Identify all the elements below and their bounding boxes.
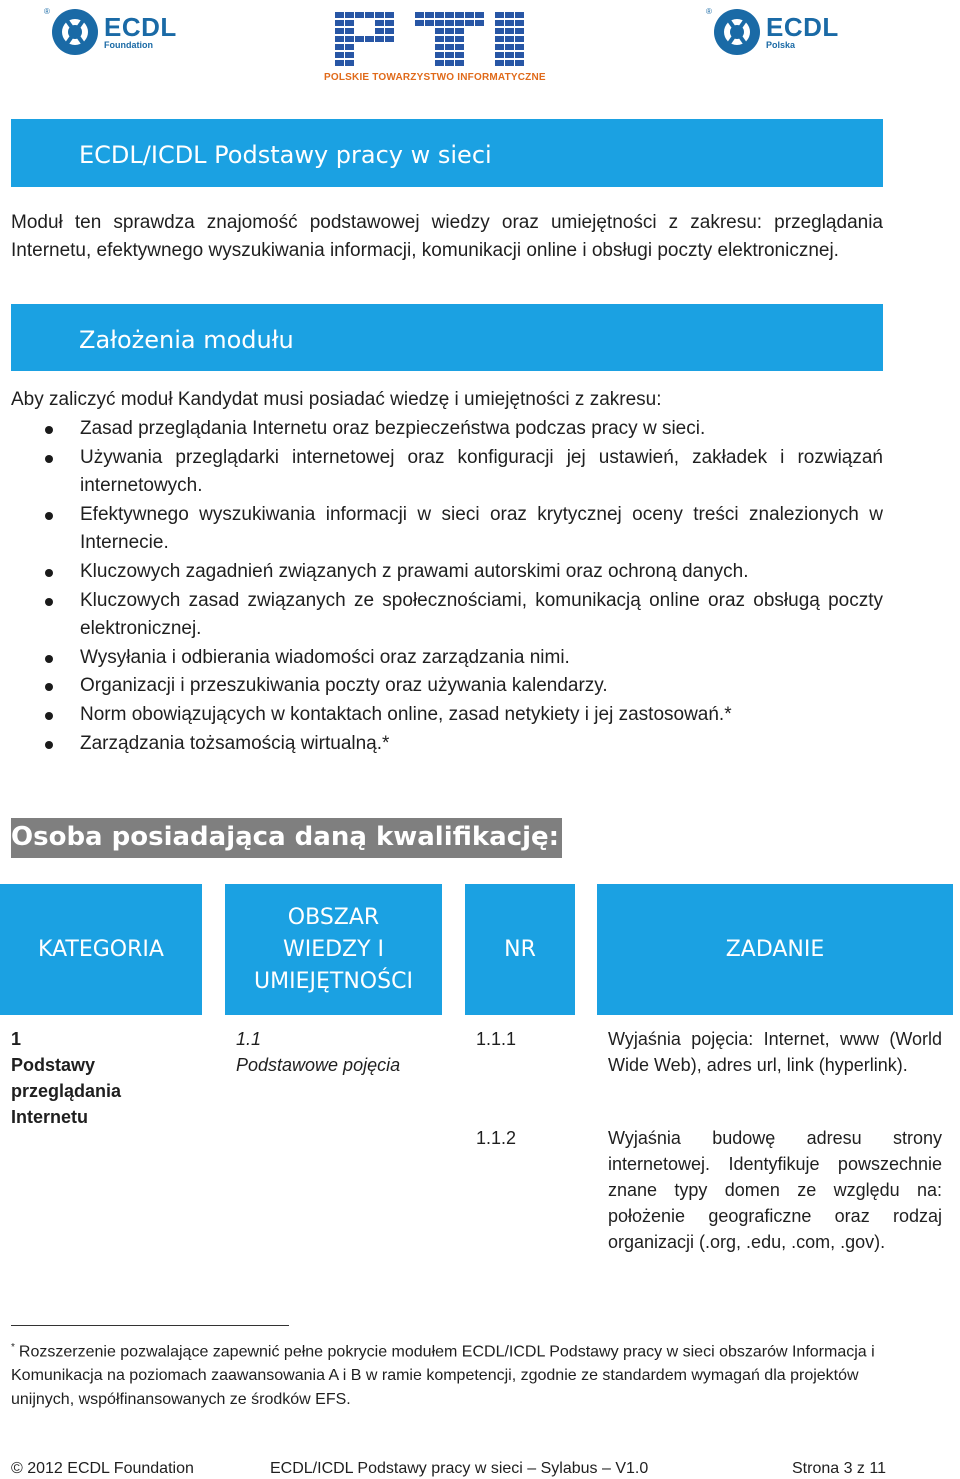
pti-mosaic-block bbox=[415, 44, 424, 50]
pti-mosaic-block bbox=[465, 28, 474, 34]
list-item: Organizacji i przeszukiwania poczty oraz używania kalendarzy. bbox=[11, 672, 883, 701]
pti-mosaic-block bbox=[525, 60, 534, 66]
pti-mosaic-block bbox=[435, 60, 444, 66]
pti-mosaic-block bbox=[365, 12, 374, 18]
pti-mosaic-block bbox=[465, 60, 474, 66]
pti-mosaic-block bbox=[495, 60, 504, 66]
pti-mosaic-block bbox=[475, 28, 484, 34]
pti-mosaic-block bbox=[505, 12, 514, 18]
pti-mosaic-block bbox=[395, 28, 404, 34]
logo-subtitle: Polska bbox=[766, 40, 796, 50]
pti-mosaic-block bbox=[405, 60, 414, 66]
bullet-icon bbox=[45, 598, 53, 606]
pti-mosaic-block bbox=[455, 20, 464, 26]
task-number: 1.1.2 bbox=[476, 1128, 517, 1148]
pti-mosaic-block bbox=[345, 12, 354, 18]
pti-mosaic-block bbox=[495, 20, 504, 26]
pti-mosaic-block bbox=[405, 36, 414, 42]
pti-mosaic-block bbox=[485, 36, 494, 42]
pti-mosaic-block bbox=[375, 52, 384, 58]
footer-copyright: © 2012 ECDL Foundation bbox=[11, 1460, 194, 1477]
pti-mosaic-block bbox=[515, 36, 524, 42]
bullet-icon bbox=[45, 426, 53, 434]
pti-mosaic-block bbox=[395, 20, 404, 26]
pti-mosaic-block bbox=[485, 28, 494, 34]
pti-mosaic-block bbox=[345, 52, 354, 58]
footnote bbox=[11, 1336, 881, 1412]
footnote-text: Rozszerzenie pozwalające zapewnić pełne pokrycie modułem ECDL/ICDL Podstawy pracy w sieci obszarów Informacja i Komunikacja na poziomach zaawansowania A i B w ramie kompetencji, zgodnie ze standardem wymagań dla projektów unijnych, współfinansowanych ze środków EFS. bbox=[11, 1343, 875, 1409]
qualification-heading: Osoba posiadająca daną kwalifikację: bbox=[11, 818, 562, 858]
pti-mosaic-block bbox=[475, 36, 484, 42]
pti-mosaic-block bbox=[425, 20, 434, 26]
pti-mosaic-block bbox=[515, 52, 524, 58]
bullet-icon bbox=[45, 741, 53, 749]
bullet-icon bbox=[45, 455, 53, 463]
pti-mosaic-block bbox=[335, 44, 344, 50]
list-item: Wysyłania i odbierania wiadomości oraz zarządzania nimi. bbox=[11, 644, 883, 673]
page-title: ECDL/ICDL Podstawy pracy w sieci bbox=[79, 141, 492, 169]
pti-mosaic-block bbox=[375, 12, 384, 18]
pti-mosaic-block bbox=[455, 52, 464, 58]
pti-mosaic-block bbox=[505, 20, 514, 26]
pti-mosaic-block bbox=[445, 12, 454, 18]
pti-mosaic-block bbox=[445, 36, 454, 42]
pti-mosaic-block bbox=[415, 36, 424, 42]
pti-mosaic-block bbox=[445, 52, 454, 58]
pti-mosaic-block bbox=[435, 28, 444, 34]
pti-mosaic-block bbox=[495, 36, 504, 42]
pti-mosaic-block bbox=[415, 12, 424, 18]
pti-mosaic-block bbox=[485, 52, 494, 58]
pti-mosaic-block bbox=[425, 12, 434, 18]
column-header-nr: NR bbox=[465, 884, 575, 1015]
pti-mosaic-block bbox=[455, 12, 464, 18]
pti-mosaic-block bbox=[495, 12, 504, 18]
list-item: Zasad przeglądania Internetu oraz bezpieczeństwa podczas pracy w sieci. bbox=[11, 415, 883, 444]
pti-mosaic-block bbox=[515, 20, 524, 26]
pti-mosaic-block bbox=[355, 44, 364, 50]
pti-mosaic-block bbox=[335, 12, 344, 18]
pti-mosaic-block bbox=[495, 44, 504, 50]
pti-mosaic-block bbox=[355, 60, 364, 66]
pti-mosaic-block bbox=[385, 36, 394, 42]
footnote-marker: * bbox=[11, 1342, 15, 1353]
pti-mosaic-block bbox=[405, 20, 414, 26]
pti-mosaic-block bbox=[355, 28, 364, 34]
ecdl-polska-logo bbox=[706, 7, 839, 55]
pti-mosaic-block bbox=[505, 60, 514, 66]
logo-brand: ECDL bbox=[104, 12, 177, 42]
pti-mosaic-block bbox=[425, 36, 434, 42]
pti-mosaic-block bbox=[435, 12, 444, 18]
pti-mosaic-block bbox=[485, 20, 494, 26]
list-item: Kluczowych zagadnień związanych z prawami autorskimi oraz ochroną danych. bbox=[11, 558, 883, 587]
pti-mosaic-block bbox=[335, 52, 344, 58]
task-number: 1.1.1 bbox=[476, 1029, 517, 1049]
pti-mosaic-block bbox=[365, 36, 374, 42]
logo-subtitle: Foundation bbox=[104, 40, 153, 50]
pti-mosaic-block bbox=[495, 28, 504, 34]
pti-logo bbox=[324, 12, 546, 83]
pti-mosaic-block bbox=[385, 60, 394, 66]
pti-mosaic-block bbox=[385, 12, 394, 18]
pti-mosaic-block bbox=[335, 36, 344, 42]
pti-mosaic-block bbox=[435, 44, 444, 50]
pti-mosaic-block bbox=[345, 28, 354, 34]
pti-mosaic-block bbox=[475, 52, 484, 58]
pti-mosaic-block bbox=[395, 36, 404, 42]
pti-mosaic-block bbox=[525, 28, 534, 34]
pti-mosaic-block bbox=[525, 52, 534, 58]
pti-mosaic-block bbox=[335, 20, 344, 26]
pti-mosaic-block bbox=[375, 28, 384, 34]
task-text: Wyjaśnia budowę adresu strony internetowej. Identyfikuje powszechnie znane typy domen ze względu na: położenie geograficzne oraz rodzaj organizacji (.org, .edu, .com, .gov). bbox=[608, 1128, 942, 1252]
list-item: Używania przeglądarki internetowej oraz konfiguracji jej ustawień, zakładek i rozwiązań internetowych. bbox=[11, 444, 883, 501]
title-banner bbox=[11, 119, 883, 187]
area-number: 1.1 bbox=[236, 1029, 262, 1049]
pti-mosaic-block bbox=[335, 60, 344, 66]
pti-mosaic-block bbox=[425, 44, 434, 50]
assumptions-lead: Aby zaliczyć moduł Kandydat musi posiadać wiedzę i umiejętności z zakresu: bbox=[11, 389, 662, 410]
pti-mosaic-block bbox=[485, 60, 494, 66]
ecdl-foundation-logo bbox=[44, 7, 177, 55]
pti-mosaic-block bbox=[365, 28, 374, 34]
pti-mosaic-block bbox=[335, 28, 344, 34]
assumptions-banner bbox=[11, 304, 883, 371]
pti-mosaic-block bbox=[385, 28, 394, 34]
pti-mosaic-block bbox=[455, 44, 464, 50]
pti-mosaic-block bbox=[405, 44, 414, 50]
pti-mosaic-block bbox=[435, 52, 444, 58]
list-item: Kluczowych zasad związanych ze społecznościami, komunikacją online oraz obsługą poczty elektronicznej. bbox=[11, 587, 883, 644]
pti-mosaic-block bbox=[385, 52, 394, 58]
pti-mosaic-block bbox=[415, 20, 424, 26]
list-item: Zarządzania tożsamością wirtualną.* bbox=[11, 730, 883, 759]
pti-mosaic-block bbox=[415, 28, 424, 34]
pti-mosaic-block bbox=[495, 52, 504, 58]
assumptions-list bbox=[11, 415, 883, 758]
pti-mosaic-block bbox=[445, 28, 454, 34]
footer-page-number: Strona 3 z 11 bbox=[792, 1460, 886, 1477]
pti-mosaic-block bbox=[375, 20, 384, 26]
pti-mosaic-block bbox=[485, 12, 494, 18]
pti-mosaic-block bbox=[455, 36, 464, 42]
footnote-separator bbox=[11, 1325, 289, 1326]
bullet-icon bbox=[45, 569, 53, 577]
pti-caption: POLSKIE TOWARZYSTWO INFORMATYCZNE bbox=[324, 72, 546, 83]
pti-mosaic-block bbox=[395, 12, 404, 18]
pti-mosaic-block bbox=[345, 36, 354, 42]
pti-mosaic-block bbox=[455, 28, 464, 34]
pti-mosaic-block bbox=[455, 60, 464, 66]
pti-mosaic-block bbox=[345, 60, 354, 66]
pti-mosaic-block bbox=[425, 52, 434, 58]
ecdl-emblem-icon: ® bbox=[714, 9, 760, 55]
pti-mosaic-block bbox=[445, 20, 454, 26]
pti-mosaic-block bbox=[365, 52, 374, 58]
assumptions-heading: Założenia modułu bbox=[79, 325, 294, 354]
pti-mosaic-block bbox=[505, 28, 514, 34]
pti-mosaic-block bbox=[355, 12, 364, 18]
pti-mosaic-block bbox=[445, 60, 454, 66]
pti-mosaic-block bbox=[515, 28, 524, 34]
pti-mosaic-block bbox=[505, 52, 514, 58]
pti-mosaic-block bbox=[375, 36, 384, 42]
pti-mosaic-block bbox=[445, 44, 454, 50]
bullet-icon bbox=[45, 655, 53, 663]
pti-mosaic-block bbox=[385, 20, 394, 26]
column-header-task: ZADANIE bbox=[597, 884, 953, 1015]
pti-mosaic-block bbox=[465, 52, 474, 58]
pti-mosaic-block bbox=[375, 44, 384, 50]
area-name: Podstawowe pojęcia bbox=[236, 1055, 401, 1075]
pti-mosaic-block bbox=[395, 60, 404, 66]
pti-mosaic-block bbox=[475, 44, 484, 50]
pti-mosaic-block bbox=[475, 60, 484, 66]
pti-mosaic-block bbox=[505, 36, 514, 42]
pti-mosaic-block bbox=[395, 52, 404, 58]
pti-mosaic-block bbox=[515, 12, 524, 18]
pti-mosaic-block bbox=[475, 20, 484, 26]
pti-mosaic-block bbox=[415, 52, 424, 58]
task-text: Wyjaśnia pojęcia: Internet, www (World Wide Web), adres url, link (hyperlink). bbox=[608, 1029, 942, 1075]
pti-mosaic-block bbox=[465, 12, 474, 18]
ecdl-emblem-icon: ® bbox=[52, 9, 98, 55]
bullet-icon bbox=[45, 512, 53, 520]
pti-mosaic-block bbox=[405, 52, 414, 58]
pti-mosaic-block bbox=[365, 44, 374, 50]
pti-mosaic-block bbox=[485, 44, 494, 50]
pti-mosaic-block bbox=[465, 36, 474, 42]
pti-mosaic-block bbox=[405, 28, 414, 34]
bullet-icon bbox=[45, 712, 53, 720]
pti-mosaic-block bbox=[365, 20, 374, 26]
list-item: Norm obowiązujących w kontaktach online, zasad netykiety i jej zastosowań.* bbox=[11, 701, 883, 730]
pti-mosaic-block bbox=[385, 44, 394, 50]
footer-document-title: ECDL/ICDL Podstawy pracy w sieci – Sylabus – V1.0 bbox=[270, 1460, 649, 1477]
pti-mosaic-block bbox=[415, 60, 424, 66]
pti-mosaic-block bbox=[395, 44, 404, 50]
pti-mosaic-block bbox=[355, 36, 364, 42]
pti-mosaic-block bbox=[515, 60, 524, 66]
pti-mosaic-block bbox=[525, 44, 534, 50]
pti-mosaic-block bbox=[375, 60, 384, 66]
pti-mosaic-block bbox=[425, 28, 434, 34]
pti-mosaic-icon bbox=[335, 12, 534, 66]
pti-mosaic-block bbox=[435, 20, 444, 26]
pti-mosaic-block bbox=[475, 12, 484, 18]
category-name: Podstawy przeglądania Internetu bbox=[11, 1055, 122, 1127]
pti-mosaic-block bbox=[525, 36, 534, 42]
pti-mosaic-block bbox=[505, 44, 514, 50]
pti-mosaic-block bbox=[515, 44, 524, 50]
logo-brand: ECDL bbox=[766, 12, 839, 42]
bullet-icon bbox=[45, 683, 53, 691]
pti-mosaic-block bbox=[525, 20, 534, 26]
column-header-category: KATEGORIA bbox=[0, 884, 202, 1015]
module-intro: Moduł ten sprawdza znajomość podstawowej wiedzy oraz umiejętności z zakresu: przeglądania Internetu, efektywnego wyszukiwania informacji, komunikacji online i obsługi poczty elektronicznej. bbox=[11, 212, 883, 261]
list-item: Efektywnego wyszukiwania informacji w sieci oraz krytycznej oceny treści znalezionych w Internecie. bbox=[11, 501, 883, 558]
pti-mosaic-block bbox=[345, 20, 354, 26]
pti-mosaic-block bbox=[355, 52, 364, 58]
pti-mosaic-block bbox=[425, 60, 434, 66]
pti-mosaic-block bbox=[465, 20, 474, 26]
pti-mosaic-block bbox=[525, 12, 534, 18]
category-number: 1 bbox=[11, 1029, 22, 1049]
column-header-area: OBSZAR WIEDZY I UMIEJĘTNOŚCI bbox=[225, 884, 442, 1015]
pti-mosaic-block bbox=[345, 44, 354, 50]
pti-mosaic-block bbox=[355, 20, 364, 26]
pti-mosaic-block bbox=[435, 36, 444, 42]
pti-mosaic-block bbox=[465, 44, 474, 50]
pti-mosaic-block bbox=[405, 12, 414, 18]
pti-mosaic-block bbox=[365, 60, 374, 66]
